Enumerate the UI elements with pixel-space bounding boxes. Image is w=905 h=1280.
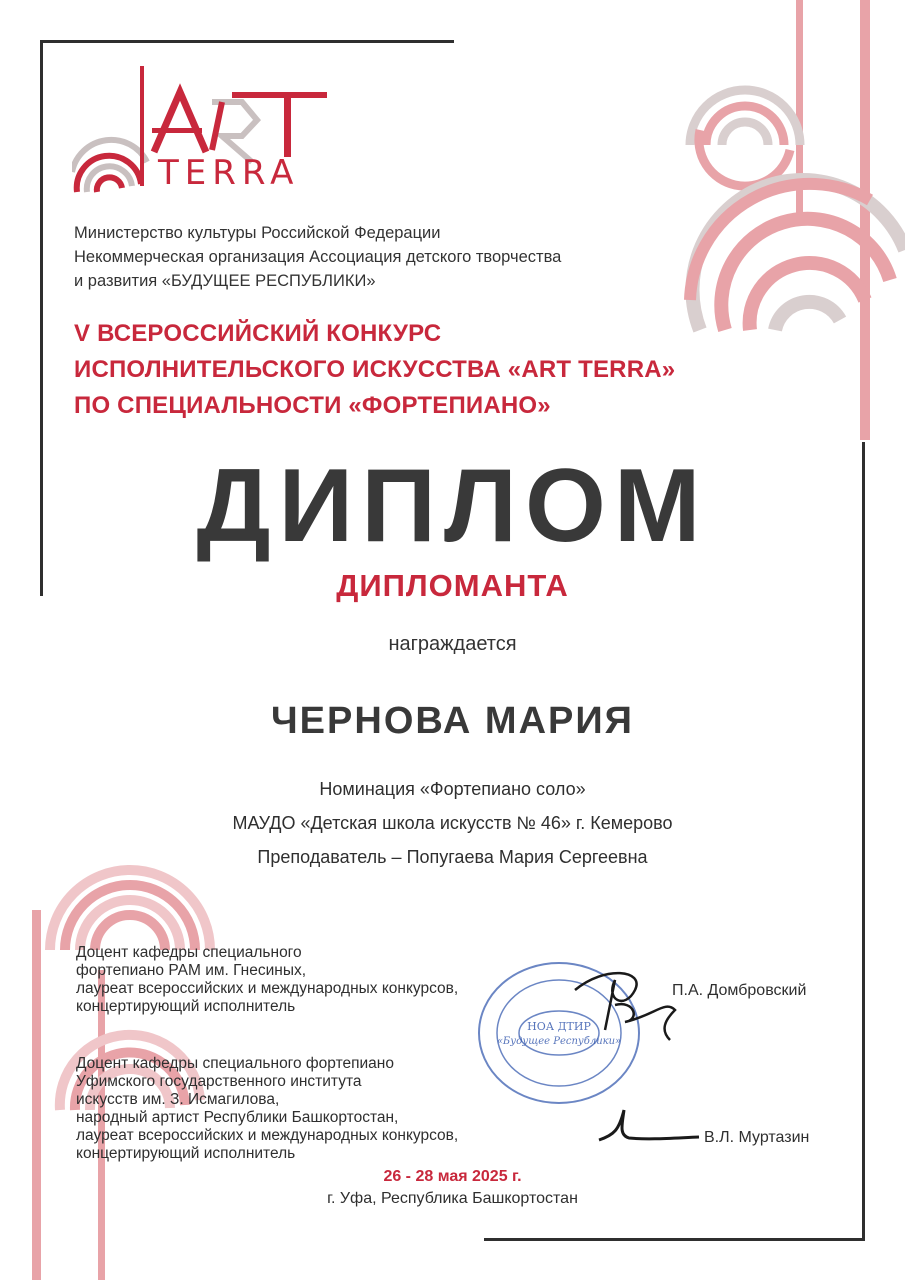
svg-text:TERRA: TERRA (158, 153, 300, 193)
credential-line: лауреат всероссийских и международных конкурсов, (76, 980, 459, 997)
diploma-title: ДИПЛОМ (196, 448, 709, 564)
stamp-center-line1: НОА ДТИР (527, 1020, 591, 1033)
credential-line: лауреат всероссийских и международных конкурсов, (76, 1127, 459, 1144)
credential-line: Доцент кафедры специального фортепиано (76, 1055, 394, 1072)
recipient-name: ЧЕРНОВА МАРИЯ (270, 700, 634, 742)
credential-line: фортепиано РАМ им. Гнесиных, (76, 962, 307, 979)
organizer-line: Министерство культуры Российской Федерации (74, 224, 441, 242)
signature-murtazin (594, 1090, 704, 1150)
contest-line: ИСПОЛНИТЕЛЬСКОГО ИСКУССТВА «ART TERRA» (74, 356, 676, 383)
dates-text: 26 - 28 мая 2025 г. (383, 1168, 522, 1185)
art-terra-logo (72, 62, 342, 207)
credential-line: народный артист Республики Башкортостан, (76, 1109, 399, 1126)
organizers-block (74, 221, 561, 293)
credential-line: Доцент кафедры специального (76, 944, 302, 961)
swirl-decoration-top-right (670, 0, 905, 440)
contest-title (74, 316, 675, 424)
frame-bottom-line (484, 1238, 865, 1241)
event-place (0, 1190, 905, 1208)
school: МАУДО «Детская школа искусств № 46» г. Кемерово (232, 813, 673, 833)
nomination: Номинация «Фортепиано соло» (319, 779, 586, 799)
event-dates (0, 1168, 905, 1186)
credential-line: искусств им. З. Исмагилова, (76, 1091, 280, 1108)
organizer-line: и развития «БУДУЩЕЕ РЕСПУБЛИКИ» (74, 272, 376, 290)
contest-line: ПО СПЕЦИАЛЬНОСТИ «ФОРТЕПИАНО» (74, 392, 551, 419)
contest-line: V ВСЕРОССИЙСКИЙ КОНКУРС (74, 320, 442, 347)
jury-member-1-name: П.А. Домбровский (672, 982, 807, 999)
jury-member-2-credentials (76, 1055, 458, 1163)
credential-line: Уфимского государственного института (76, 1073, 362, 1090)
organizer-line: Некоммерческая организация Ассоциация детского творчества (74, 248, 562, 266)
jury-member-2-name: В.Л. Муртазин (704, 1129, 810, 1146)
teacher: Преподаватель – Попугаева Мария Сергеевна (257, 847, 648, 867)
stamp-center-line2: «Будущее Республики» (496, 1036, 622, 1047)
frame-top-line (40, 40, 454, 43)
diploma-subtitle: ДИПЛОМАНТА (336, 568, 569, 603)
credential-line: концертирующий исполнитель (76, 998, 296, 1015)
fingerprint-swirl-icon (72, 62, 342, 207)
signature-dombrovsky (565, 960, 685, 1050)
details-block (0, 772, 905, 874)
credential-line: концертирующий исполнитель (76, 1145, 296, 1162)
place-text: г. Уфа, Республика Башкортостан (327, 1190, 578, 1207)
awarded-text: награждается (388, 633, 517, 655)
jury-member-1-credentials (76, 944, 458, 1016)
